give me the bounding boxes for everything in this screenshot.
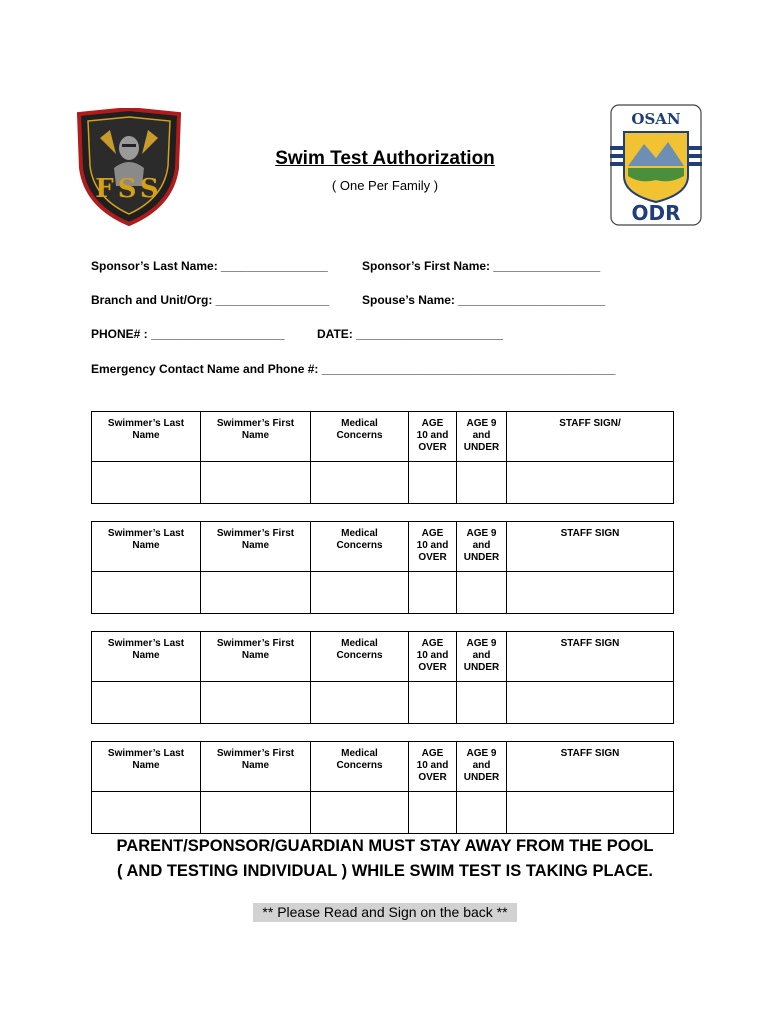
cell-last-name[interactable] xyxy=(92,462,201,504)
col-header-last-name: Swimmer’s Last Name xyxy=(92,522,201,572)
read-sign-back-note: ** Please Read and Sign on the back ** xyxy=(253,903,517,922)
col-header-age-10-over: AGE 10 and OVER xyxy=(409,632,457,682)
col-header-medical: Medical Concerns xyxy=(311,742,409,792)
cell-age-9-under[interactable] xyxy=(457,572,507,614)
cell-first-name[interactable] xyxy=(201,792,311,834)
sponsor-first-name-field[interactable]: Sponsor’s First Name: ________________ xyxy=(362,259,601,273)
cell-medical[interactable] xyxy=(311,462,409,504)
cell-last-name[interactable] xyxy=(92,792,201,834)
cell-age-10-over[interactable] xyxy=(409,682,457,724)
col-header-staff-sign: STAFF SIGN xyxy=(507,742,674,792)
date-field[interactable]: DATE: ______________________ xyxy=(317,327,503,341)
col-header-first-name: Swimmer’s First Name xyxy=(201,522,311,572)
col-header-medical: Medical Concerns xyxy=(311,632,409,682)
col-header-first-name: Swimmer’s First Name xyxy=(201,632,311,682)
swimmer-table xyxy=(91,521,674,614)
col-header-age-10-over: AGE 10 and OVER xyxy=(409,522,457,572)
cell-age-9-under[interactable] xyxy=(457,792,507,834)
spouse-name-field[interactable]: Spouse’s Name: ______________________ xyxy=(362,293,606,307)
odr-logo-text: ODR xyxy=(631,201,681,225)
cell-medical[interactable] xyxy=(311,572,409,614)
swimmer-table xyxy=(91,411,674,504)
col-header-medical: Medical Concerns xyxy=(311,522,409,572)
col-header-age-9-under: AGE 9 and UNDER xyxy=(457,522,507,572)
cell-staff-sign[interactable] xyxy=(507,572,674,614)
col-header-last-name: Swimmer’s Last Name xyxy=(92,742,201,792)
cell-staff-sign[interactable] xyxy=(507,462,674,504)
col-header-staff-sign: STAFF SIGN xyxy=(507,632,674,682)
branch-unit-field[interactable]: Branch and Unit/Org: _________________ xyxy=(91,293,330,307)
pool-warning xyxy=(0,834,770,884)
cell-staff-sign[interactable] xyxy=(507,792,674,834)
col-header-staff-sign: STAFF SIGN/ xyxy=(507,412,674,462)
warning-line-2: ( AND TESTING INDIVIDUAL ) WHILE SWIM TEST IS TAKING PLACE. xyxy=(117,862,653,880)
cell-age-9-under[interactable] xyxy=(457,682,507,724)
osan-logo-text: OSAN xyxy=(631,110,681,128)
col-header-staff-sign: STAFF SIGN xyxy=(507,522,674,572)
col-header-first-name: Swimmer’s First Name xyxy=(201,412,311,462)
col-header-medical: Medical Concerns xyxy=(311,412,409,462)
cell-staff-sign[interactable] xyxy=(507,682,674,724)
cell-last-name[interactable] xyxy=(92,572,201,614)
page-title: Swim Test Authorization xyxy=(275,148,495,169)
swimmer-table xyxy=(91,741,674,834)
col-header-age-10-over: AGE 10 and OVER xyxy=(409,412,457,462)
swimmer-table xyxy=(91,631,674,724)
emergency-contact-field[interactable]: Emergency Contact Name and Phone #: ____________________________________________ xyxy=(91,362,616,376)
col-header-last-name: Swimmer’s Last Name xyxy=(92,412,201,462)
cell-age-10-over[interactable] xyxy=(409,572,457,614)
phone-field[interactable]: PHONE# : ____________________ xyxy=(91,327,285,341)
col-header-last-name: Swimmer’s Last Name xyxy=(92,632,201,682)
cell-first-name[interactable] xyxy=(201,462,311,504)
cell-medical[interactable] xyxy=(311,792,409,834)
cell-medical[interactable] xyxy=(311,682,409,724)
col-header-age-9-under: AGE 9 and UNDER xyxy=(457,632,507,682)
cell-age-9-under[interactable] xyxy=(457,462,507,504)
col-header-age-9-under: AGE 9 and UNDER xyxy=(457,412,507,462)
cell-age-10-over[interactable] xyxy=(409,792,457,834)
warning-line-1: PARENT/SPONSOR/GUARDIAN MUST STAY AWAY FROM THE POOL xyxy=(116,837,654,855)
sponsor-last-name-field[interactable]: Sponsor’s Last Name: ________________ xyxy=(91,259,328,273)
page-subtitle: ( One Per Family ) xyxy=(331,178,439,193)
cell-last-name[interactable] xyxy=(92,682,201,724)
col-header-age-9-under: AGE 9 and UNDER xyxy=(457,742,507,792)
col-header-first-name: Swimmer’s First Name xyxy=(201,742,311,792)
cell-first-name[interactable] xyxy=(201,572,311,614)
cell-first-name[interactable] xyxy=(201,682,311,724)
cell-age-10-over[interactable] xyxy=(409,462,457,504)
fss-logo-text: FSS xyxy=(95,174,163,204)
col-header-age-10-over: AGE 10 and OVER xyxy=(409,742,457,792)
